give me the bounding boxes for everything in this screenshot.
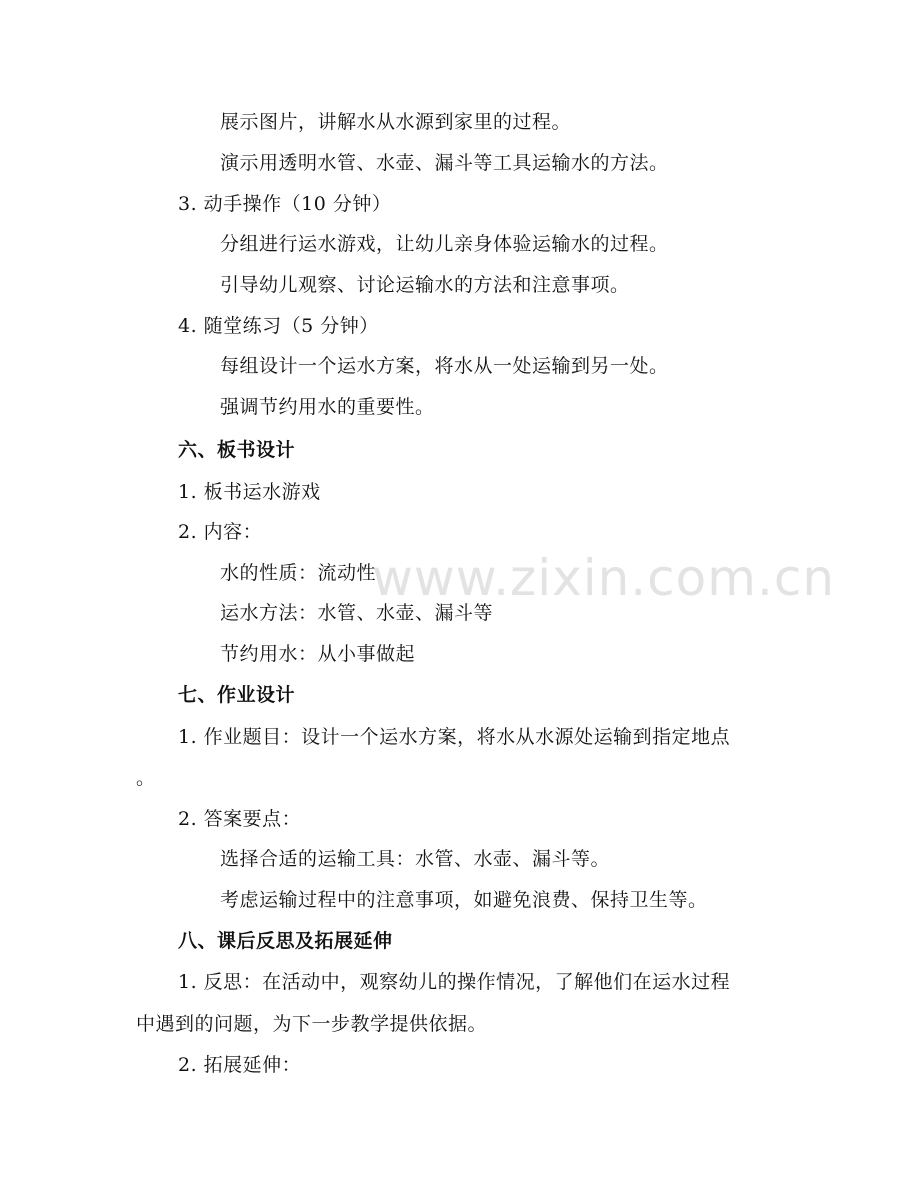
list-item: 2. 答案要点： bbox=[178, 808, 302, 830]
paragraph-line: 演示用透明水管、水壶、漏斗等工具运输水的方法。 bbox=[220, 152, 669, 174]
list-item-heading: 4. 随堂练习（5 分钟） bbox=[178, 315, 379, 337]
paragraph-line: 强调节约用水的重要性。 bbox=[220, 396, 435, 418]
list-item: 1. 作业题目：设计一个运水方案，将水从水源处运输到指定地点 bbox=[178, 726, 731, 748]
paragraph-line: 节约用水：从小事做起 bbox=[220, 643, 416, 665]
paragraph-line: 水的性质：流动性 bbox=[220, 562, 377, 584]
list-item: 1. 反思：在活动中，观察幼儿的操作情况，了解他们在运水过程 bbox=[178, 971, 731, 993]
watermark: www.zixin.com.cn bbox=[372, 549, 836, 607]
paragraph-line: 展示图片，讲解水从水源到家里的过程。 bbox=[220, 111, 572, 133]
paragraph-line: 考虑运输过程中的注意事项，如避免浪费、保持卫生等。 bbox=[220, 889, 708, 911]
paragraph-line: 运水方法：水管、水壶、漏斗等 bbox=[220, 602, 494, 624]
section-heading: 七、作业设计 bbox=[178, 684, 296, 706]
paragraph-line: 引导幼儿观察、讨论运输水的方法和注意事项。 bbox=[220, 274, 630, 296]
paragraph-line: 。 bbox=[136, 767, 156, 789]
paragraph-line: 每组设计一个运水方案，将水从一处运输到另一处。 bbox=[220, 355, 669, 377]
paragraph-line: 选择合适的运输工具：水管、水壶、漏斗等。 bbox=[220, 848, 611, 870]
section-heading: 八、课后反思及拓展延伸 bbox=[178, 930, 393, 952]
list-item-heading: 3. 动手操作（10 分钟） bbox=[178, 193, 392, 215]
list-item: 2. 内容： bbox=[178, 521, 263, 543]
list-item: 2. 拓展延伸： bbox=[178, 1054, 302, 1076]
list-item: 1. 板书运水游戏 bbox=[178, 481, 321, 503]
paragraph-line: 中遇到的问题，为下一步教学提供依据。 bbox=[136, 1013, 488, 1035]
section-heading: 六、板书设计 bbox=[178, 439, 296, 461]
paragraph-line: 分组进行运水游戏，让幼儿亲身体验运输水的过程。 bbox=[220, 233, 669, 255]
